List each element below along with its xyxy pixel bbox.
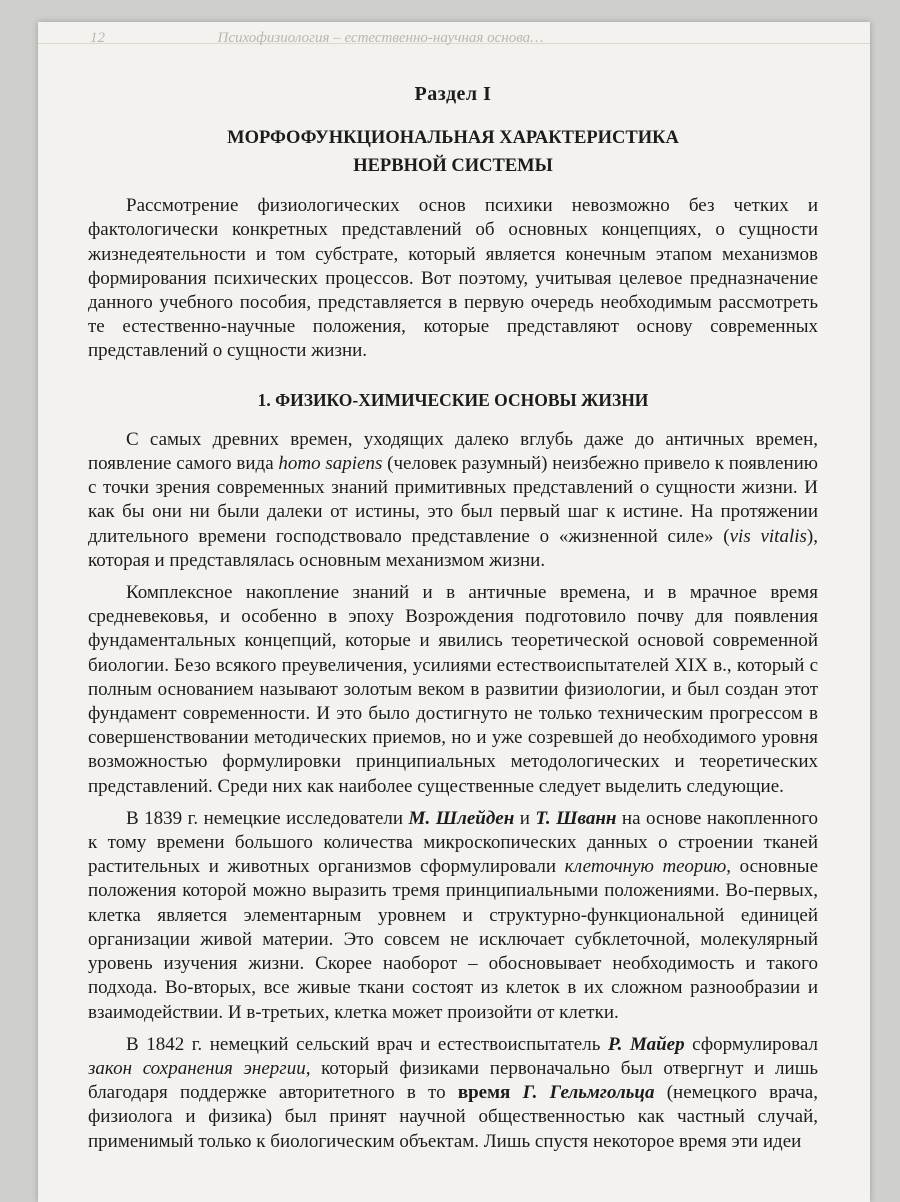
paragraph-1 [88,428,818,573]
p4-space [510,1082,522,1103]
intro-paragraph: Рассмотрение физиологических основ психики невозможно без четких и фактологически конкретных представлений об основных концепциях, о сущности жизнедеятельности и том субстрате, который является конечным этапом механизмов формирования психических процессов. Вот поэтому, учитывая целевое предназначение данного учебного пособия, представляется в первую очередь необходимым рассмотреть те естественно-научные положения, которые представляют основу современных представлений о сущности жизни. [88,195,818,362]
section-label: Раздел I [414,83,492,105]
section-title-line1: МОРФОФУНКЦИОНАЛЬНАЯ ХАРАКТЕРИСТИКА [227,128,679,149]
p1-text-a: С самых древних времен, уходящих далеко вглубь даже до античных времен, появление самого вида [88,428,818,475]
p1-vis-vitalis: vis vitalis [729,525,807,547]
p1-latin-term: homo sapiens [278,453,383,475]
p1-text-c: (человек разумный) неизбежно привело к появлению с точки зрения современных знаний примитивных представлений о сущности жизни. И как бы они ни были далеки от истины, это был первый шаг к истине. На протяжении длительного времени господствовало представление о «жизненной силе» ( [88,453,818,547]
p3-text-a: В 1839 г. немецкие исследователи [126,807,409,829]
p4-text-a: В 1842 г. немецкий сельский врач и естествоиспытатель [126,1033,608,1055]
p3-text-e: на основе накопленного к тому времени большого количества микроскопических данных о строении тканей растительных и животных организмов сформулировали [88,807,819,878]
p4-energy-law: закон сохранения энергии [88,1057,306,1079]
paragraph-3 [88,807,818,1025]
p4-word-time: время [457,1082,511,1104]
p3-cell-theory: клеточную теорию [564,856,727,878]
p4-text-c: сформулировал [684,1033,818,1055]
p4-text-i: (немецкого врача, физиолога и физика) был принят научной общественностью как частный случай, применимый только к биологическим объектам. Лишь спустя некоторое время эти идеи [88,1082,818,1152]
p4-text-e: , который физиками первоначально был отвергнут и лишь благодаря поддержке авторитетного в то [88,1057,818,1104]
running-title: Психофизиология – естественно-научная основа… [217,30,544,46]
book-page [38,22,870,1202]
paragraph-2: Комплексное накопление знаний и в античные времена, и в мрачное время средневековья, и особенно в эпоху Возрождения подготовило почву для появления фундаментальных концепций, которые и явились теоретической основой современной биологии. Безо всякого преувеличения, усилиями естествоиспытателей XIX в., который с полным основанием называют золотым веком в развитии физиологии, и был создан этот фундамент современности. И это было достигнуто не только техническим прогрессом в совершенствовании методических приемов, но и уже созревшей до необходимого уровня возможностью формулировки принципиальных методологических и теоретических представлений. Среди них как наиболее существенные следует выделить следующие. [88,582,818,797]
p3-name-schleiden: М. Шлейден [408,807,515,829]
p1-text-e: ), которая и представлялась основным механизмом жизни. [88,525,818,571]
page-number: 12 [90,30,105,46]
bleed-through-header [38,22,870,44]
p4-name-helmholtz: Г. Гельмгольца [522,1082,655,1104]
p3-text-c: и [514,807,536,829]
paragraph-4 [88,1033,818,1154]
chapter-heading: 1. ФИЗИКО-ХИМИЧЕСКИЕ ОСНОВЫ ЖИЗНИ [257,389,649,410]
p3-name-schwann: Т. Шванн [535,807,617,829]
page-content [88,74,818,1154]
p3-text-g: , основные положения которой можно выразить тремя принципиальными положениями. Во-первых, клетка является элементарным уровнем и структурно-функциональной единицей организации живой материи. Это совсем не исключает субклеточной, молекулярный уровень изучения жизни. Скорее наоборот – обосновывает необходимость и такого подхода. Во-вторых, все живые ткани состоят из клеток в их сложном разнообразии и взаимодействии. И в-третьих, клетка может произойти от клетки. [88,856,819,1023]
p4-name-mayer: Р. Майер [607,1033,685,1055]
section-title-line2: НЕРВНОЙ СИСТЕМЫ [353,156,553,177]
section-title [88,124,818,180]
